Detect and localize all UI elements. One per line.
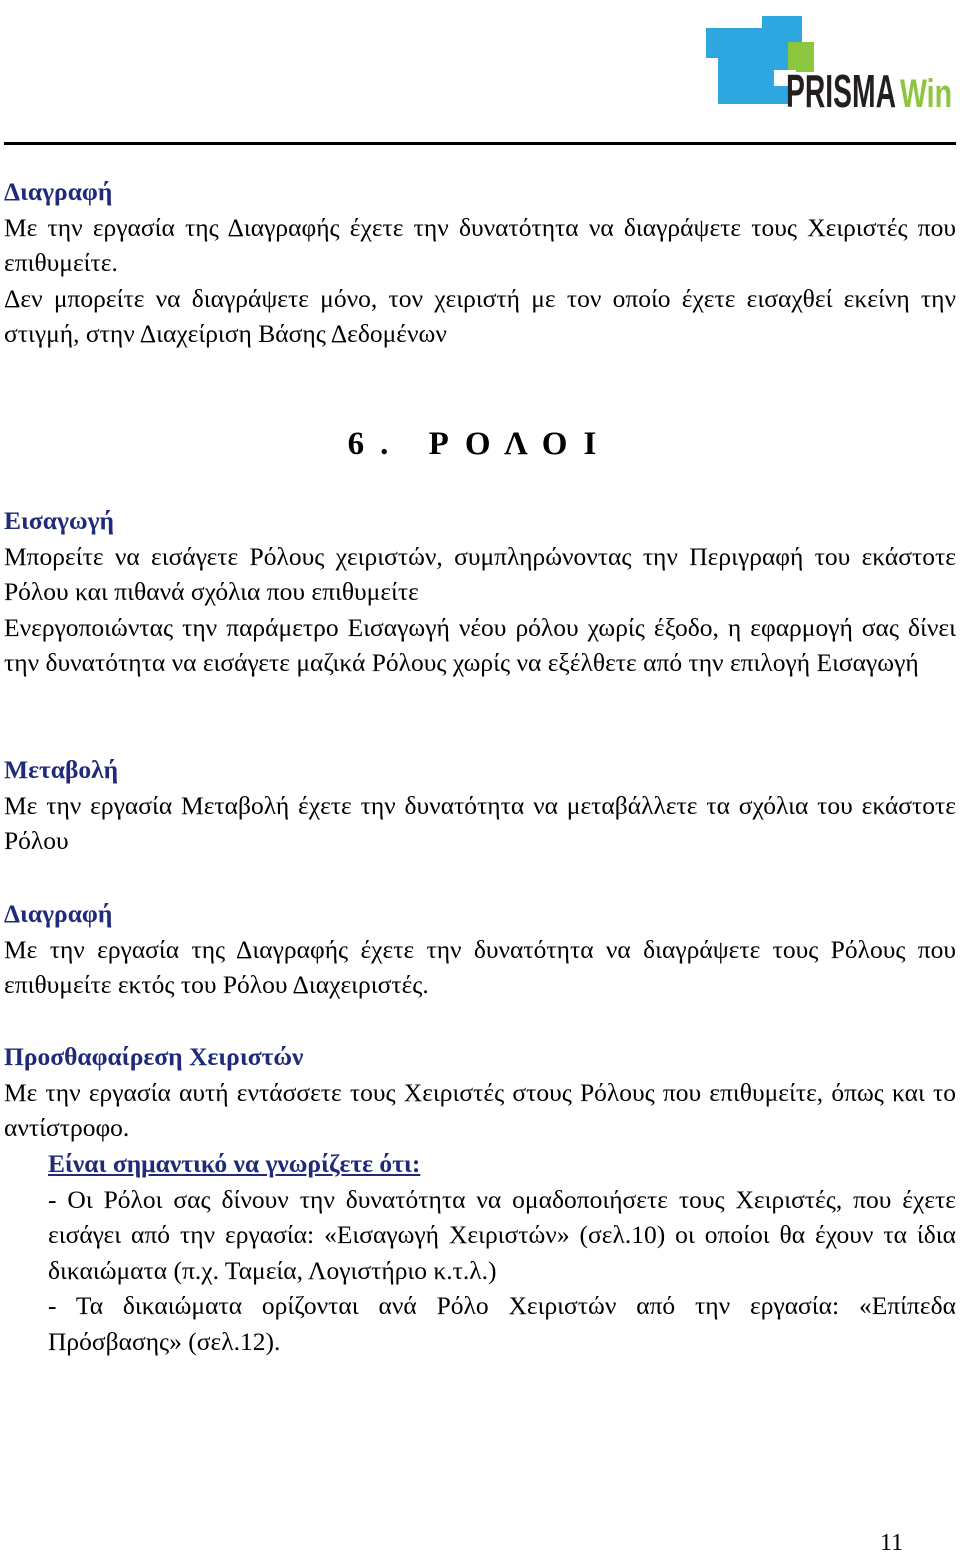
important-note-item-2: - Τα δικαιώματα ορίζονται ανά Ρόλο Χειριστών από την εργασία: «Επίπεδα Πρόσβασης» (σελ.12).: [48, 1291, 956, 1356]
delete-roles-text: Με την εργασία της Διαγραφής έχετε την δυνατότητα να διαγράψετε τους Ρόλους που επιθυμείτε εκτός του Ρόλου Διαχειριστές.: [4, 934, 956, 1000]
page-number: 11: [880, 1530, 904, 1556]
insert-section: [4, 503, 956, 681]
modify-section: [4, 752, 956, 859]
delete-users-heading: Διαγραφή: [4, 177, 113, 206]
important-note: [48, 1146, 956, 1360]
important-note-item-1: - Οι Ρόλοι σας δίνουν την δυνατότητα να ομαδοποιήσετε τους Χειριστές, που έχετε εισάγει από την εργασία: «Εισαγωγή Χειριστών» (σελ.10) οι οποίοι θα έχουν τα ίδια δικαιώματα (π.χ. Ταμεία, Λογιστήριο κ.τ.λ.): [48, 1184, 956, 1285]
insert-text-1: Μπορείτε να εισάγετε Ρόλους χειριστών, συμπληρώνοντας την Περιγραφή του εκάστοτε Ρόλου και πιθανά σχόλια που επιθυμείτε: [4, 541, 956, 607]
assign-users-heading: Προσθαφαίρεση Χειριστών: [4, 1042, 304, 1071]
modify-heading: Μεταβολή: [4, 755, 119, 784]
assign-users-text: Με την εργασία αυτή εντάσσετε τους Χειριστές στους Ρόλους που επιθυμείτε, όπως και το αντίστροφο.: [4, 1077, 956, 1143]
logo-text-win: Win: [900, 72, 952, 112]
logo-text-prisma: PRISMA: [786, 65, 896, 112]
insert-heading: Εισαγωγή: [4, 506, 114, 535]
prisma-win-logo: [704, 12, 954, 112]
chapter-title: 6. ΡΟΛΟΙ: [347, 426, 613, 462]
delete-users-text-2: Δεν μπορείτε να διαγράψετε μόνο, τον χειριστή με τον οποίο έχετε εισαχθεί εκείνη την στιγμή, στην Διαχείριση Βάσης Δεδομένων: [4, 283, 956, 349]
header-divider: [4, 142, 956, 145]
important-note-heading: Είναι σημαντικό να γνωρίζετε ότι:: [48, 1149, 421, 1178]
insert-text-2: Ενεργοποιώντας την παράμετρο Εισαγωγή νέου ρόλου χωρίς έξοδο, η εφαρμογή σας δίνει την δυνατότητα να εισάγετε μαζικά Ρόλους χωρίς να εξέλθετε από την επιλογή Εισαγωγή: [4, 612, 956, 678]
delete-roles-section: [4, 896, 956, 1003]
delete-users-section: [4, 174, 956, 352]
assign-users-section: [4, 1039, 956, 1146]
delete-users-text-1: Με την εργασία της Διαγραφής έχετε την δυνατότητα να διαγράψετε τους Χειριστές που επιθυμείτε.: [4, 212, 956, 278]
modify-text: Με την εργασία Μεταβολή έχετε την δυνατότητα να μεταβάλλετε τα σχόλια του εκάστοτε Ρόλου: [4, 790, 956, 856]
prisma-win-logo-graphic: [704, 12, 954, 112]
delete-roles-heading: Διαγραφή: [4, 899, 113, 928]
